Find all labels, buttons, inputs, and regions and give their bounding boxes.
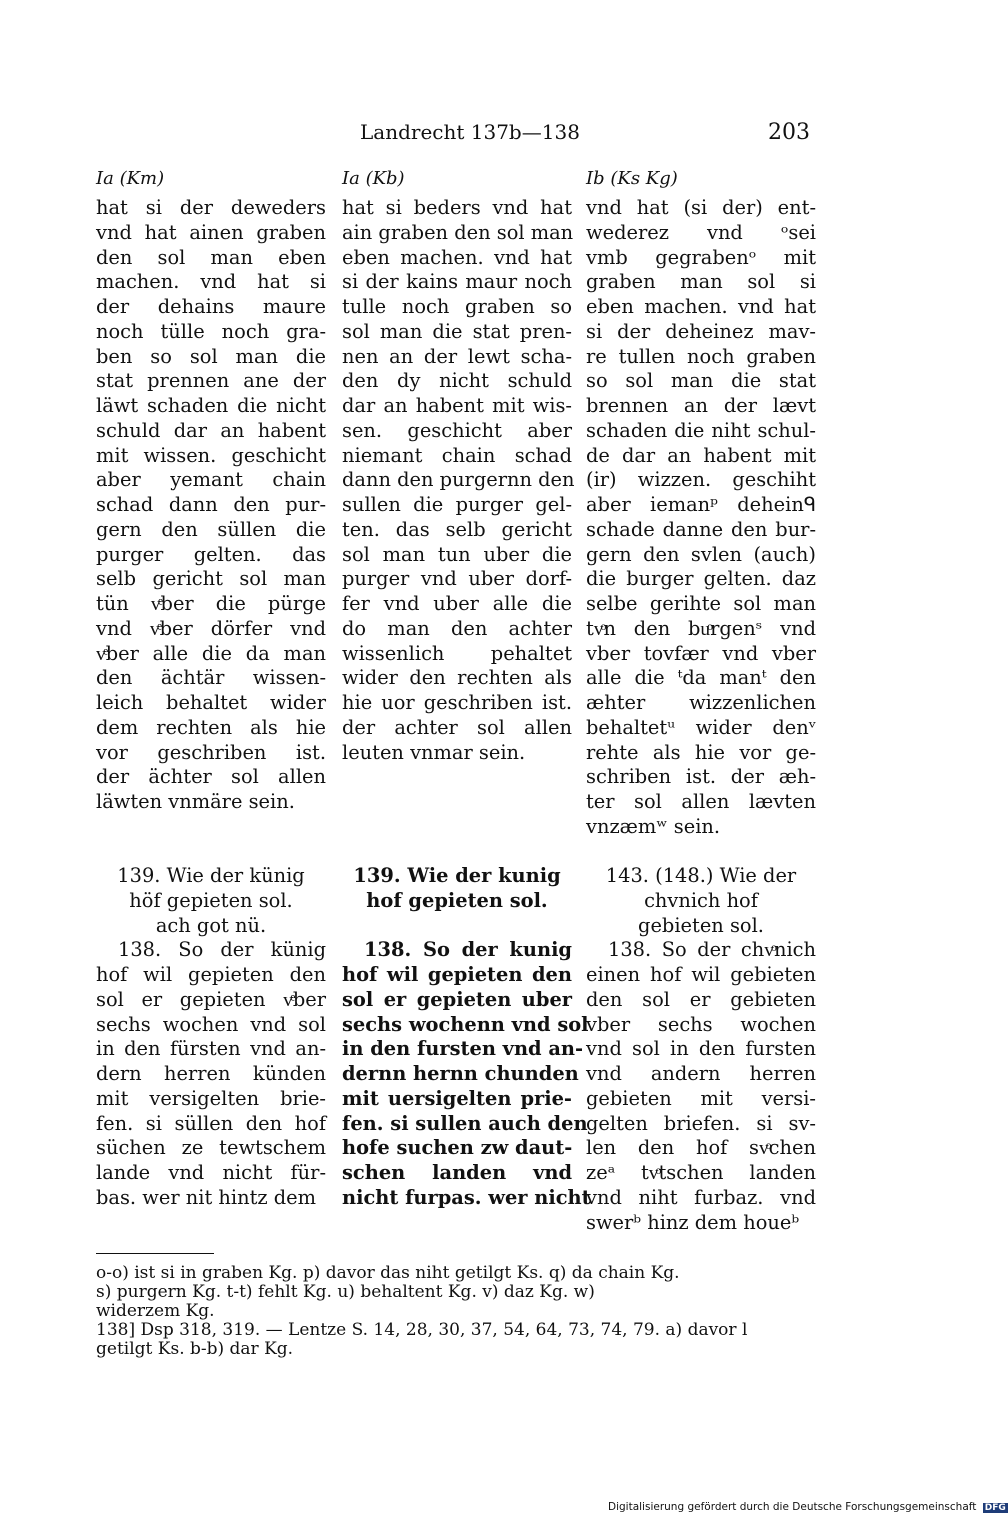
text-line: in den fürsten vnd an- xyxy=(96,1037,326,1061)
text-line: schen landen vnd xyxy=(342,1161,572,1184)
text-line: den sol man eben xyxy=(96,245,326,269)
text-line: mit versigelten brie- xyxy=(96,1086,326,1110)
text-line: dernn hernn chunden xyxy=(342,1062,579,1085)
dfg-logo: DFG xyxy=(984,1503,1006,1513)
running-head xyxy=(0,120,1000,150)
text-line: fen. si sullen auch den xyxy=(342,1111,588,1135)
text-line: len den hof svͦchen xyxy=(586,1136,816,1160)
text-line: behaltetᵘ wider denᵛ xyxy=(586,715,816,739)
footnotes xyxy=(96,1264,812,1359)
text-line: ach got nü. xyxy=(155,913,267,937)
text-line: gebieten mit versi- xyxy=(586,1086,816,1110)
text-line: schade danne den bur- xyxy=(586,517,816,541)
text-line: æhter wizzenlichen xyxy=(586,691,816,714)
text-line: hof wil gepieten den xyxy=(342,963,572,986)
text-line: gebieten sol. xyxy=(638,913,764,937)
text-line: noch tülle noch gra- xyxy=(96,319,326,343)
column-label-km: Ia (Km) xyxy=(96,168,165,189)
text-line: re tullen noch graben xyxy=(586,344,816,368)
text-line: lande vnd nicht für- xyxy=(96,1161,326,1184)
text-line: dern herren künden xyxy=(96,1062,326,1085)
text-line: stat prennen ane der xyxy=(96,369,326,393)
text-line: chvnich hof xyxy=(644,888,758,912)
text-line: nicht furpas. wer nicht xyxy=(342,1185,591,1209)
section-heading-km xyxy=(96,864,326,938)
column-km-text xyxy=(96,196,326,815)
text-line: gern den svlen (auch) xyxy=(586,542,816,566)
text-line: purger vnd uber dorf- xyxy=(342,567,572,591)
text-line: sol man die stat pren- xyxy=(342,319,572,343)
text-line: 138. So der künig xyxy=(118,938,326,962)
text-line: tulle noch graben so xyxy=(342,295,572,318)
column-ks-kg-text xyxy=(586,196,816,840)
footnote-line: 138] Dsp 318, 319. — Lentze S. 14, 28, 30, 37, 54, 64, 73, 74, 79. a) davor l xyxy=(96,1320,748,1340)
text-line: sen. geschicht aber xyxy=(342,418,572,442)
text-line: hat si beders vnd hat xyxy=(342,196,572,219)
text-line: wissenlich pehaltet xyxy=(342,641,572,665)
text-line: sol man tun uber die xyxy=(342,542,572,566)
text-line: dar an habent mit wis- xyxy=(342,394,572,417)
text-line: do man den achter xyxy=(342,616,572,640)
text-line: den ächtär wissen- xyxy=(96,666,326,690)
credit-text: Digitalisierung gefördert durch die Deutsche Forschungsgemeinschaft xyxy=(608,1501,977,1513)
text-line: 139. Wie der künig xyxy=(117,864,305,887)
text-line: vnd hat (si der) ent- xyxy=(586,196,816,219)
text-line: die burger gelten. daz xyxy=(586,567,816,591)
text-line: süchen ze tewtschem xyxy=(96,1136,326,1160)
text-line: in den fursten vnd an- xyxy=(342,1037,584,1061)
text-line: sechs wochenn vnd sol xyxy=(342,1012,589,1036)
text-line: selb gericht sol man xyxy=(96,567,326,591)
text-line: dem rechten als hie xyxy=(96,715,326,739)
text-line: graben man sol si xyxy=(586,270,816,294)
text-line: 138. So der chvͦnich xyxy=(608,938,816,962)
text-line: der dehains maure xyxy=(96,295,326,318)
text-line: den dy nicht schuld xyxy=(342,369,572,393)
text-line: ben so sol man die xyxy=(96,344,326,368)
text-line: niemant chain schad xyxy=(342,443,572,467)
text-line: vͤber alle die da man xyxy=(96,641,326,665)
footnote-line: widerzem Kg. xyxy=(96,1301,215,1321)
section-heading-kb xyxy=(342,864,572,914)
footnote-line: s) purgern Kg. t-t) fehlt Kg. u) behaltent Kg. v) daz Kg. w) xyxy=(96,1282,595,1302)
text-line: aber yemant chain xyxy=(96,468,326,492)
column-label-kb: Ia (Kb) xyxy=(342,168,405,189)
column-kb-text xyxy=(342,196,575,765)
text-line: vnd andern herren xyxy=(586,1062,816,1085)
digitization-credit xyxy=(608,1501,1008,1513)
text-line: selbe gerihte sol man xyxy=(586,592,816,615)
text-line: (ir) wizzen. geschiht xyxy=(586,468,816,492)
text-line: nen an der lewt scha- xyxy=(342,344,572,368)
text-line: sol er gepieten uber xyxy=(342,987,572,1011)
text-line: 138. So der kunig xyxy=(364,938,572,962)
text-line: mit wissen. geschicht xyxy=(96,443,326,467)
text-line: sullen die purger gel- xyxy=(342,493,572,516)
text-line: leich behaltet wider xyxy=(96,691,326,714)
text-line: schad dann den pur- xyxy=(96,493,326,516)
column-label-ks-kg: Ib (Ks Kg) xyxy=(586,168,678,189)
text-line: gelten briefen. si sv- xyxy=(586,1111,816,1135)
text-line: vber sechs wochen xyxy=(586,1012,816,1036)
text-line: fen. si süllen den hof xyxy=(96,1111,326,1135)
text-line: aber iemanᵖ deheinᑫ xyxy=(586,493,816,516)
text-line: hat si der deweders xyxy=(96,196,326,219)
page-number: 203 xyxy=(768,120,810,145)
text-line: ter sol allen lævten xyxy=(586,790,816,813)
text-line: brennen an der lævt xyxy=(586,394,816,417)
section-text-km xyxy=(96,938,326,1210)
text-line: fer vnd uber alle die xyxy=(342,592,572,615)
text-line: zeᵃ tvͦtschen landen xyxy=(586,1161,816,1184)
text-line: schuld dar an habent xyxy=(96,418,326,442)
text-line: läwten vnmäre sein. xyxy=(96,790,295,813)
footnote-rule xyxy=(96,1253,214,1254)
footnote-line: getilgt Ks. b-b) dar Kg. xyxy=(96,1339,294,1359)
text-line: mit uersigelten prie- xyxy=(342,1086,572,1110)
text-line: einen hof wil gebieten xyxy=(586,963,816,986)
text-line: vmb gegrabenᵒ mit xyxy=(586,245,816,269)
footnote-line: o-o) ist si in graben Kg. p) davor das niht getilgt Ks. q) da chain Kg. xyxy=(96,1263,680,1283)
text-line: hof wil gepieten den xyxy=(96,963,326,986)
text-line: der ächter sol allen xyxy=(96,765,326,789)
running-head-title: Landrecht 137b—138 xyxy=(360,120,580,144)
text-line: vnd vͤber dörfer vnd xyxy=(96,616,326,640)
text-line: leuten vnmar sein. xyxy=(342,740,526,764)
text-line: läwt schaden die nicht xyxy=(96,394,326,417)
text-line: vnd hat ainen graben xyxy=(96,220,326,244)
text-line: höf gepieten sol. xyxy=(129,888,293,912)
text-line: alle die ᵗda manᵗ den xyxy=(586,666,816,690)
text-line: eben machen. vnd hat xyxy=(342,245,572,269)
text-line: si der kains maur noch xyxy=(342,270,572,294)
text-line: hofe suchen zw daut- xyxy=(342,1136,573,1160)
text-line: vber tovfær vnd vber xyxy=(586,641,816,665)
text-line: 139. Wie der kunig xyxy=(353,864,561,887)
text-line: machen. vnd hat si xyxy=(96,270,326,294)
text-line: wederez vnd ᵒsei xyxy=(586,220,816,244)
section-heading-ks-kg xyxy=(586,864,816,938)
text-line: 143. (148.) Wie der xyxy=(605,864,797,887)
column-km-section xyxy=(96,864,326,1211)
text-line: tvͦn den buͦrgenˢ vnd xyxy=(586,616,816,640)
text-line: wider den rechten als xyxy=(342,666,572,690)
text-line: swerᵇ hinz dem houeᵇ xyxy=(586,1210,800,1234)
column-kb-section xyxy=(342,864,591,1211)
text-line: rehte als hie vor ge- xyxy=(586,740,816,764)
text-line: bas. wer nit hintz dem xyxy=(96,1185,317,1209)
text-line: schaden die niht schul- xyxy=(586,418,816,442)
text-line: sol er gepieten vͤber xyxy=(96,987,326,1011)
text-line: hie uor geschriben ist. xyxy=(342,691,572,714)
text-line: ain graben den sol man xyxy=(342,220,574,244)
text-line: gern den süllen die xyxy=(96,517,326,541)
text-line: der achter sol allen xyxy=(342,715,572,739)
section-text-ks-kg xyxy=(586,938,816,1235)
text-line: purger gelten. das xyxy=(96,542,326,566)
text-line: hof gepieten sol. xyxy=(366,888,548,912)
text-line: tün vͤber die pürge xyxy=(96,592,326,615)
text-line: ten. das selb gericht xyxy=(342,517,572,541)
text-line: si der deheinez mav- xyxy=(586,319,816,343)
text-line: vnd sol in den fursten xyxy=(586,1037,816,1061)
text-line: schriben ist. der æh- xyxy=(586,765,816,789)
text-line: vnzæmʷ sein. xyxy=(586,814,721,838)
text-line: vor geschriben ist. xyxy=(96,740,326,764)
text-line: vnd niht furbaz. vnd xyxy=(586,1185,816,1209)
section-text-kb xyxy=(342,938,591,1210)
text-line: eben machen. vnd hat xyxy=(586,295,816,318)
text-line: den sol er gebieten xyxy=(586,987,816,1011)
text-line: de dar an habent mit xyxy=(586,443,816,467)
column-ks-kg-section xyxy=(586,864,816,1235)
text-line: dann den purgernn den xyxy=(342,468,575,492)
text-line: so sol man die stat xyxy=(586,369,816,393)
text-line: sechs wochen vnd sol xyxy=(96,1012,326,1036)
